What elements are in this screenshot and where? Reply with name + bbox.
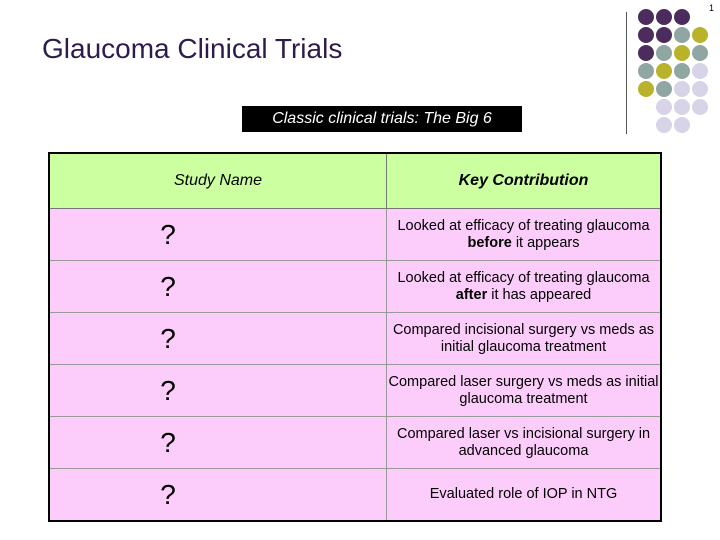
trials-table [48, 152, 662, 522]
decor-dot [674, 27, 690, 43]
table-row [49, 417, 661, 469]
contribution-emphasis: after [455, 286, 488, 303]
contribution-cell [387, 261, 662, 313]
decor-dot [656, 117, 672, 133]
study-name: ? [160, 478, 176, 510]
contribution-text: Evaluated role of IOP in NTG [429, 486, 618, 502]
study-name: ? [160, 270, 176, 302]
slide-title: Glaucoma Clinical Trials [42, 33, 343, 64]
contribution-cell [387, 417, 662, 469]
contribution-cell [387, 469, 662, 522]
decor-dot [692, 45, 708, 61]
table-row [49, 313, 661, 365]
decor-dot [656, 99, 672, 115]
study-name-cell [49, 209, 387, 261]
contribution-text: Compared laser vs incisional surgery in advanced glaucoma [396, 425, 651, 459]
table-header-row [49, 153, 661, 209]
decor-dot [638, 63, 654, 79]
study-name-cell [49, 469, 387, 522]
decor-dot [656, 63, 672, 79]
contribution-text: Looked at efficacy of treating glaucoma [397, 217, 650, 234]
decor-dot [674, 9, 690, 25]
decor-dot [692, 63, 708, 79]
study-name: ? [160, 218, 176, 250]
decor-dot [656, 27, 672, 43]
decor-dot [638, 27, 654, 43]
header-key-contribution: Key Contribution [387, 153, 662, 209]
table-row [49, 365, 661, 417]
study-name-cell [49, 313, 387, 365]
study-name-cell [49, 365, 387, 417]
table-row [49, 209, 661, 261]
slide-subtitle: Classic clinical trials: The Big 6 [242, 106, 522, 132]
decor-dot [674, 63, 690, 79]
header-study-name: Study Name [49, 153, 387, 209]
study-name-cell [49, 417, 387, 469]
decor-dot [656, 81, 672, 97]
decor-dot [638, 45, 654, 61]
study-name-cell [49, 261, 387, 313]
contribution-emphasis: before [467, 234, 512, 251]
contribution-cell [387, 365, 662, 417]
table-row [49, 261, 661, 313]
decor-dot [692, 81, 708, 97]
contribution-cell [387, 313, 662, 365]
decor-dot [674, 45, 690, 61]
decor-dot [692, 99, 708, 115]
contribution-cell [387, 209, 662, 261]
decor-dot [674, 81, 690, 97]
contribution-text: Compared incisional surgery vs meds as initial glaucoma treatment [392, 321, 655, 355]
decor-dot [656, 45, 672, 61]
decor-dot [674, 117, 690, 133]
decor-dot [692, 27, 708, 43]
contribution-text-end: it appears [511, 234, 580, 251]
study-name: ? [160, 374, 176, 406]
contribution-text: Compared laser surgery vs meds as initial glaucoma treatment [388, 373, 659, 407]
contribution-text-end: it has appeared [487, 286, 592, 303]
decor-divider-line [626, 12, 627, 134]
study-name: ? [160, 322, 176, 354]
decor-dot [638, 81, 654, 97]
contribution-text: Looked at efficacy of treating glaucoma [397, 269, 650, 286]
decor-dot [674, 99, 690, 115]
decor-dot [656, 9, 672, 25]
table-row [49, 469, 661, 522]
study-name: ? [160, 426, 176, 458]
decor-dot [638, 9, 654, 25]
page-number: 1 [708, 3, 714, 13]
